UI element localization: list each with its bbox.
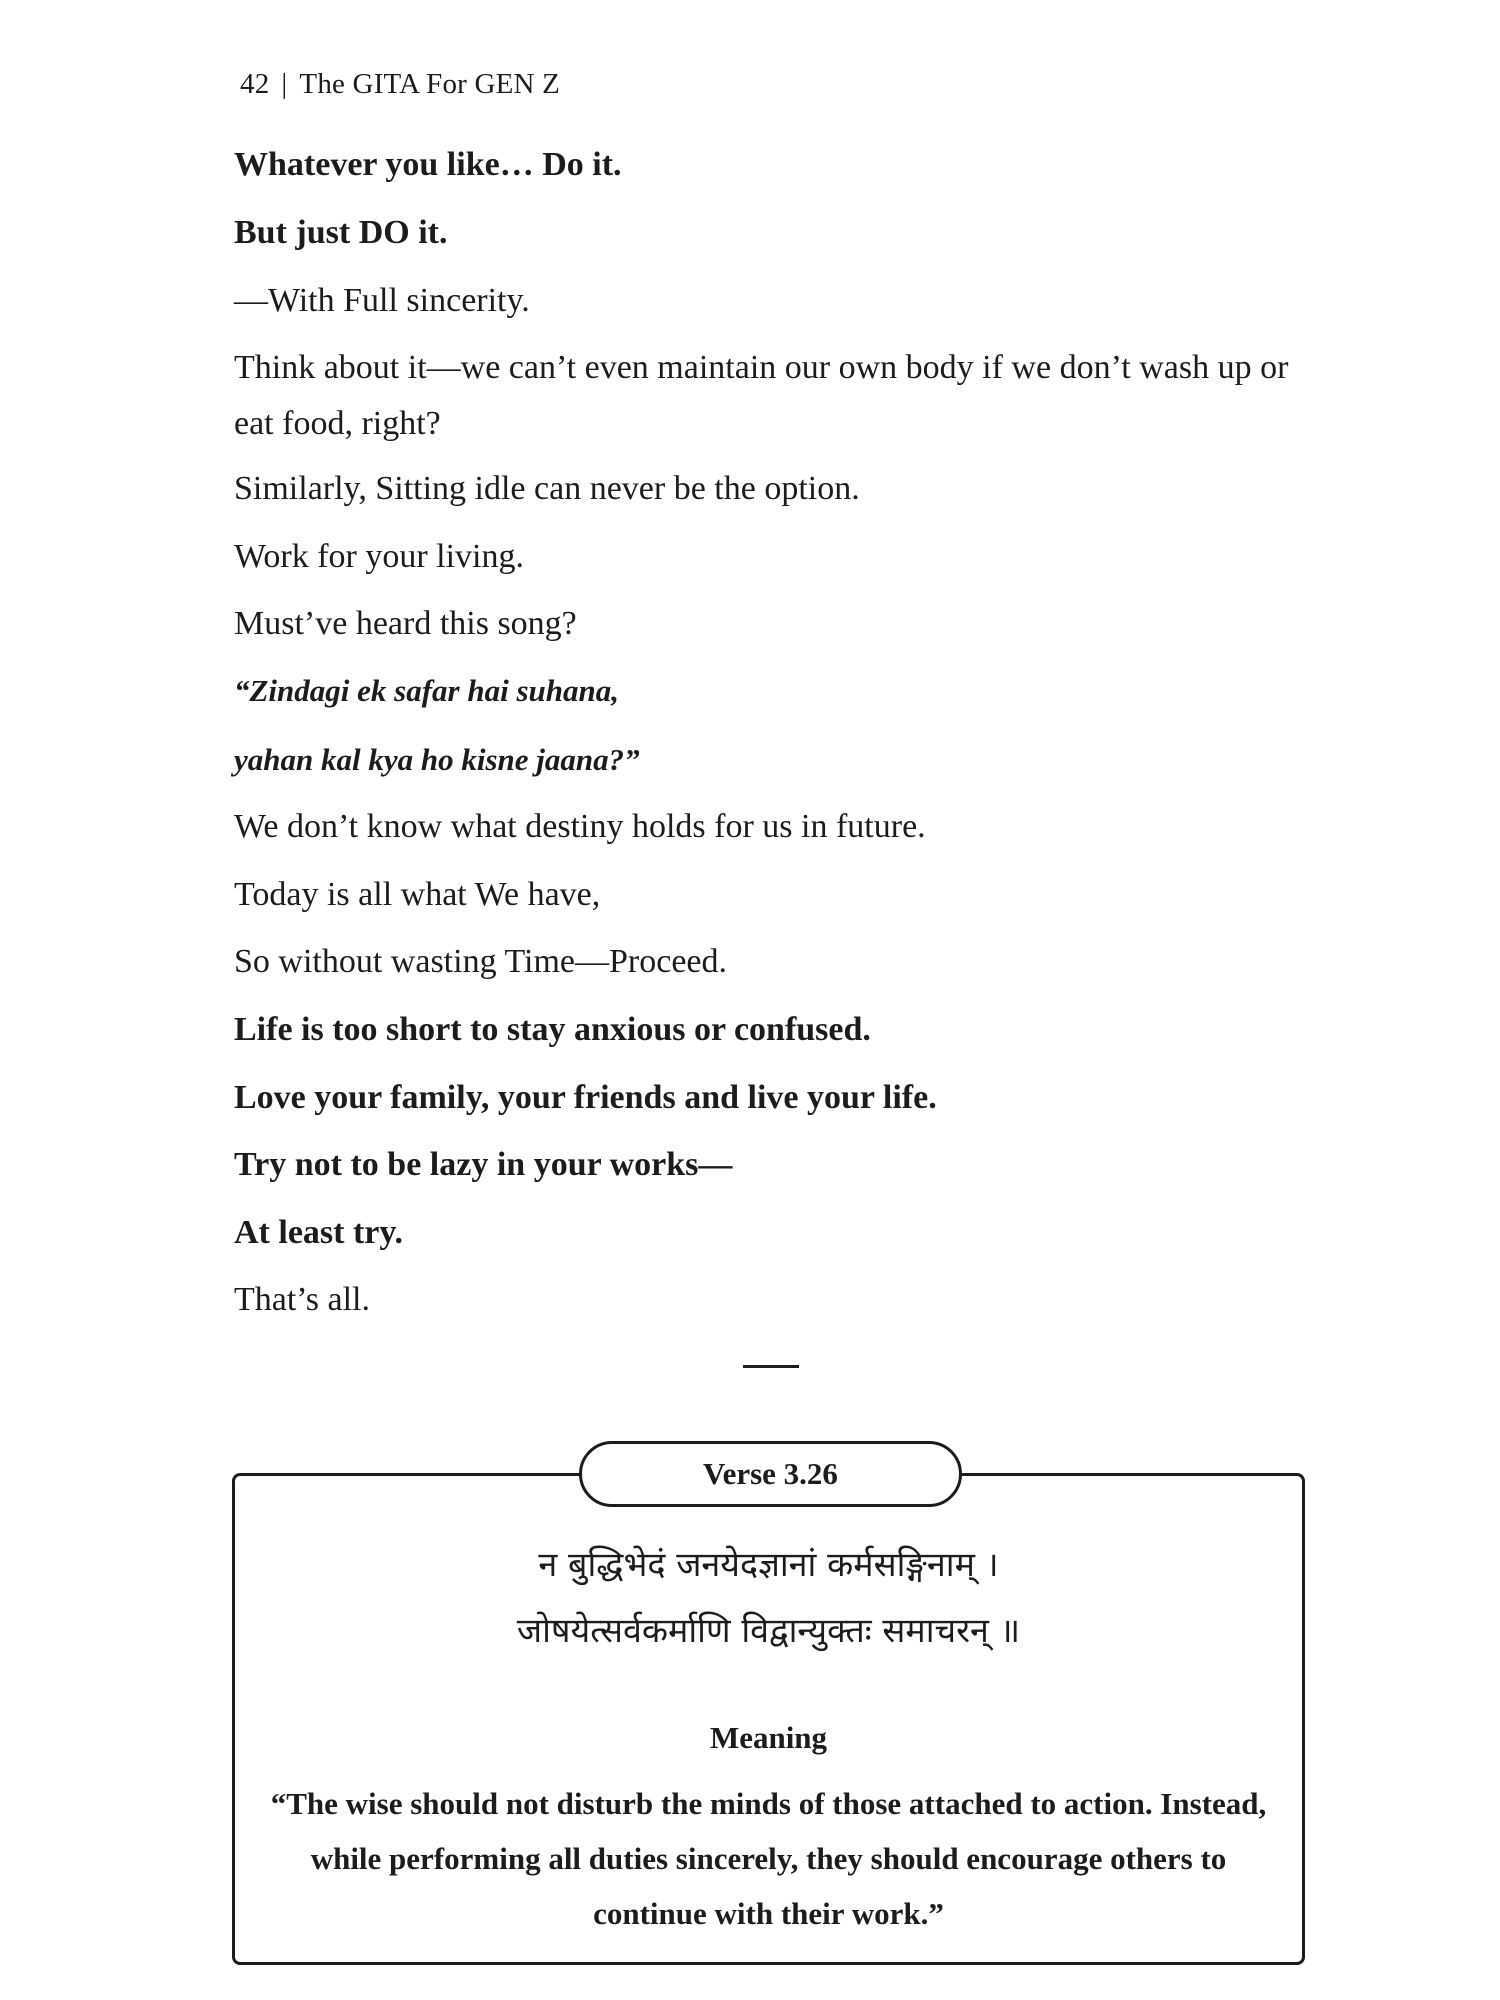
meaning-text: “The wise should not disturb the minds of those attached to action. Instead, while performing all duties sincerely, they should encourage others to continue with their work.” xyxy=(270,1786,1267,1931)
section-divider xyxy=(743,1365,799,1368)
body-line: But just DO it. xyxy=(234,214,448,251)
body-line: We don’t know what destiny holds for us in future. xyxy=(234,808,926,845)
body-line: Try not to be lazy in your works— xyxy=(234,1146,733,1183)
page-number: 42 xyxy=(240,68,270,100)
body-line: —With Full sincerity. xyxy=(234,282,530,319)
song-lyric: yahan kal kya ho kisne jaana?” xyxy=(234,742,640,777)
body-line: So without wasting Time—Proceed. xyxy=(234,943,728,980)
body-line: Life is too short to stay anxious or confused. xyxy=(234,1011,871,1048)
sanskrit-line: न बुद्धिभेदं जनयेदज्ञानां कर्मसङ्गिनाम् । xyxy=(538,1545,999,1585)
sanskrit-line: जोषयेत्सर्वकर्माणि विद्वान्युक्तः समाचरन् ॥ xyxy=(516,1611,1021,1651)
verse-label xyxy=(579,1441,962,1507)
meaning-heading: Meaning xyxy=(709,1720,828,1755)
body-line: Love your family, your friends and live your life. xyxy=(234,1079,937,1116)
body-line: Whatever you like… Do it. xyxy=(234,146,622,183)
header-separator: | xyxy=(281,68,288,100)
book-title: The GITA For GEN Z xyxy=(299,68,561,100)
body-paragraph: Think about it—we can’t even maintain our own body if we don’t wash up or eat food, right? xyxy=(234,349,1289,442)
body-line: At least try. xyxy=(234,1214,404,1251)
body-line: Similarly, Sitting idle can never be the option. xyxy=(234,470,860,507)
body-line: Must’ve heard this song? xyxy=(234,605,577,642)
body-line: That’s all. xyxy=(234,1281,370,1318)
body-line: Work for your living. xyxy=(234,538,524,575)
body-line: Today is all what We have, xyxy=(234,876,601,913)
verse-number: Verse 3.26 xyxy=(703,1456,838,1491)
running-header xyxy=(240,68,560,101)
song-lyric: “Zindagi ek safar hai suhana, xyxy=(234,673,620,708)
